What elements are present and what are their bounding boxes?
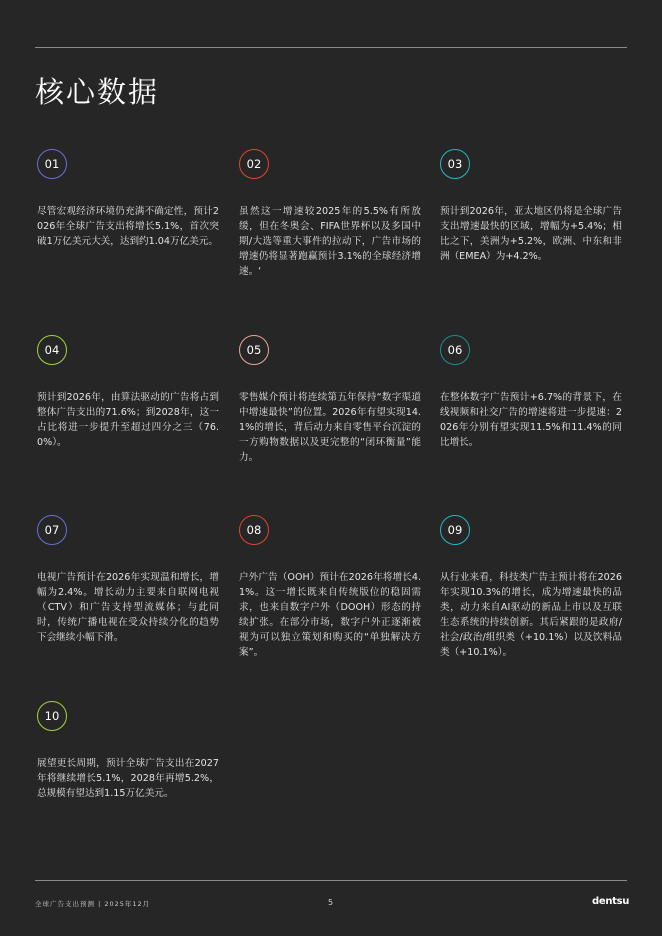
stat-card-09 (440, 515, 622, 660)
stat-card-03 (440, 149, 622, 264)
number-badge: 08 (239, 515, 269, 545)
stat-text: 尽管宏观经济环境仍充满不确定性，预计2026年全球广告支出将增长5.1%，首次突破1万亿美元大关，达到约1.04万亿美元。 (37, 206, 219, 247)
stat-card-07 (37, 515, 219, 645)
stat-text: 预计到2026年，亚太地区仍将是全球广告支出增速最快的区域，增幅为+5.4%；相比之下，美洲为+5.2%，欧洲、中东和非洲（EMEA）为+4.2%。 (440, 206, 622, 262)
stat-text: 预计到2026年，由算法驱动的广告将占到整体广告支出的71.6%；到2028年，这一占比将进一步提升至超过四分之三（76.0%）。 (37, 392, 219, 448)
number-badge: 04 (37, 335, 67, 365)
page-number: 5 (328, 898, 334, 907)
stat-text: 展望更长周期，预计全球广告支出在2027年将继续增长5.1%，2028年再增5.2%，总规模有望达到1.15万亿美元。 (37, 758, 219, 799)
stat-card-01 (37, 149, 219, 249)
page-title: 核心数据 (35, 75, 160, 109)
stat-card-02 (239, 149, 421, 279)
number-badge: 09 (440, 515, 470, 545)
stat-text: 虽然这一增速较2025年的5.5%有所放缓，但在冬奥会、FIFA世界杯以及多国中期/大选等重大事件的拉动下，广告市场的增速仍将显著跑赢预计3.1%的全球经济增速。‘ (239, 206, 421, 277)
number-badge: 10 (37, 701, 67, 731)
stat-text: 户外广告（OOH）预计在2026年将增长4.1%。这一增长既来自传统版位的稳固需求，也来自数字户外（DOOH）形态的持续扩张。在部分市场，数字户外正逐渐被视为可以独立策划和购买的“单独解决方案”。 (239, 572, 421, 658)
footer-report-title: 全球广告支出预测 | 2025年12月 (35, 900, 151, 908)
top-divider (35, 47, 627, 48)
stat-text: 电视广告预计在2026年实现温和增长，增幅为2.4%。增长动力主要来自联网电视（CTV）和广告支持型流媒体；与此同时，传统广播电视在受众持续分化的趋势下会继续小幅下滑。 (37, 572, 219, 643)
bottom-divider (35, 880, 627, 881)
stat-text: 零售媒介预计将连续第五年保持“数字渠道中增速最快”的位置。2026年有望实现14.1%的增长，背后动力来自零售平台沉淀的一方购物数据以及更完整的“闭环衡量”能力。 (239, 392, 421, 463)
number-badge: 02 (239, 149, 269, 179)
number-badge: 01 (37, 149, 67, 179)
dentsu-logo: dentsu (592, 896, 630, 907)
stat-card-05 (239, 335, 421, 465)
stat-text: 从行业来看，科技类广告主预计将在2026年实现10.3%的增长，成为增速最快的品类，动力来自AI驱动的新品上市以及互联生态系统的持续创新。其后紧跟的是政府/社会/政治/组织类（+10.1%）以及饮料品类（+10.1%）。 (440, 572, 622, 658)
stat-card-04 (37, 335, 219, 450)
number-badge: 05 (239, 335, 269, 365)
number-badge: 06 (440, 335, 470, 365)
number-badge: 07 (37, 515, 67, 545)
stat-card-06 (440, 335, 622, 450)
number-badge: 03 (440, 149, 470, 179)
stat-card-08 (239, 515, 421, 660)
stat-text: 在整体数字广告预计+6.7%的背景下，在线视频和社交广告的增速将进一步提速：2026年分别有望实现11.5%和11.4%的同比增长。 (440, 392, 622, 448)
stat-card-10 (37, 701, 219, 801)
